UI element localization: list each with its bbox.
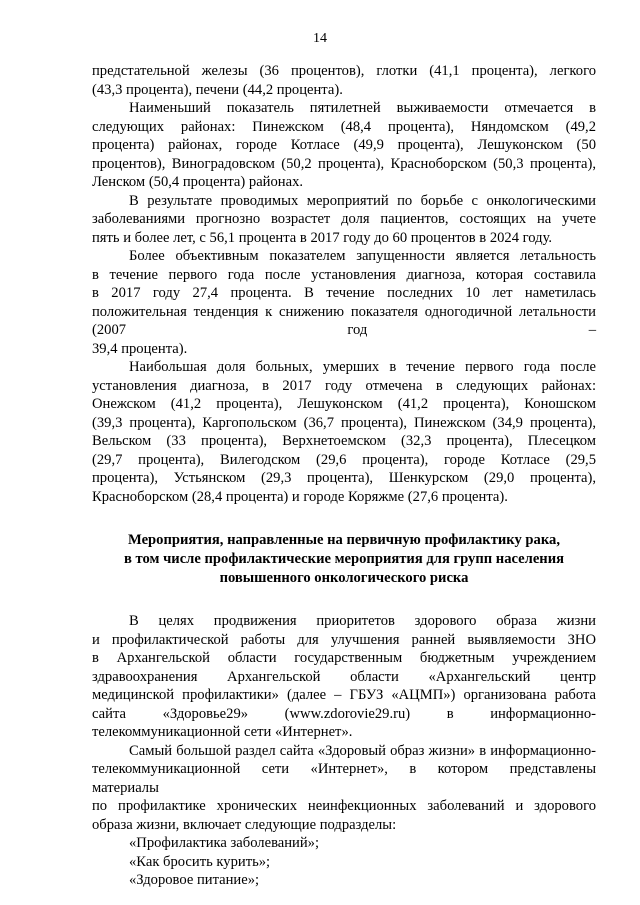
text-line: медицинской профилактики» (далее – ГБУЗ «АЦМП») организована работа <box>92 687 596 703</box>
text-line: В целях продвижения приоритетов здорового образа жизни <box>129 613 596 629</box>
text-line: процентов), Виноградовском (50,2 процента), Красноборском (50,3 процента), <box>92 155 596 172</box>
list-item: «Как бросить курить»; <box>129 853 271 870</box>
heading-line: Мероприятия, направленные на первичную профилактику рака, <box>128 532 560 548</box>
page-number: 14 <box>313 31 327 46</box>
heading-line: повышенного онкологического риска <box>219 570 469 586</box>
text-line: Онежском (41,2 процента), Лешуконском (41,2 процента), Коношском <box>92 396 596 412</box>
paragraph-4 <box>92 247 596 358</box>
text-line: в течение первого года после установления диагноза, которая составила <box>92 266 596 283</box>
text-line: Вельском (33 процента), Верхнетоемском (32,3 процента), Плесецком <box>92 433 596 449</box>
subsection-list <box>92 834 596 890</box>
text-line: телекоммуникационной сети «Интернет», в котором представлены <box>92 761 596 777</box>
text-line: Самый большой раздел сайта «Здоровый образ жизни» в информационно- <box>129 742 596 759</box>
paragraph-6 <box>92 612 596 742</box>
text-line: Наименьший показатель пятилетней выживаемости отмечается в <box>129 100 596 116</box>
text-line: процента) районах, городе Котласе (49,9 процента), Лешуконском (50 <box>92 137 596 153</box>
text-line: в Архангельской области государственным бюджетным учреждением <box>92 650 596 666</box>
text-line: по профилактике хронических неинфекционных заболеваний и здорового <box>92 798 596 814</box>
paragraph-2 <box>92 99 596 192</box>
text-line: В результате проводимых мероприятий по борьбе с онкологическими <box>129 192 596 209</box>
document-body <box>92 62 596 890</box>
text-line: следующих районах: Пинежском (48,4 процента), Няндомском (49,2 <box>92 118 596 135</box>
text-line: (39,3 процента), Каргопольском (36,7 процента), Пинежском (34,9 процента), <box>92 414 596 431</box>
text-line: Ленском (50,4 процента) районах. <box>92 174 304 190</box>
paragraph-3 <box>92 192 596 248</box>
text-line: (2007 год – <box>92 322 596 338</box>
list-item: «Здоровое питание»; <box>129 872 260 888</box>
text-line: установления диагноза, в 2017 году отмечена в следующих районах: <box>92 377 596 394</box>
text-line: Наибольшая доля больных, умерших в течение первого года после <box>129 359 596 375</box>
text-line: положительная тенденция к снижению показателя одногодичной летальности <box>92 303 596 320</box>
heading-line: в том числе профилактические мероприятия для групп населения <box>123 551 565 567</box>
text-line: здравоохранения Архангельской области «Архангельский центр <box>92 668 596 685</box>
text-line: заболеваниями прогнозно возрастет доля пациентов, состоящих на учете <box>92 211 596 227</box>
text-line: образа жизни, включает следующие подразделы: <box>92 816 397 833</box>
text-line: Красноборском (28,4 процента) и городе Коряжме (27,6 процента). <box>92 488 508 505</box>
text-line: процента), Устьянском (29,3 процента), Шенкурском (29,0 процента), <box>92 470 596 486</box>
list-item: «Профилактика заболеваний»; <box>129 835 320 851</box>
text-line: Более объективным показателем запущенности является летальность <box>129 248 596 264</box>
paragraph-5 <box>92 358 596 506</box>
section-heading <box>92 531 596 588</box>
text-line: материалы <box>92 779 159 796</box>
paragraph-1 <box>92 62 596 99</box>
text-line: и профилактической работы для улучшения ранней выявляемости ЗНО <box>92 631 596 648</box>
text-line: сайта «Здоровье29» (www.zdorovie29.ru) в информационно- <box>92 705 596 722</box>
text-line: (43,3 процента), печени (44,2 процента). <box>92 81 343 98</box>
text-line: в 2017 году 27,4 процента. В течение последних 10 лет наметилась <box>92 285 596 301</box>
text-line: (29,7 процента), Вилегодском (29,6 процента), городе Котласе (29,5 <box>92 451 596 468</box>
text-line: предстательной железы (36 процентов), глотки (41,1 процента), легкого <box>92 63 596 79</box>
paragraph-7 <box>92 742 596 835</box>
text-line: телекоммуникационной сети «Интернет». <box>92 724 353 740</box>
text-line: пять и более лет, с 56,1 процента в 2017 году до 60 процентов в 2024 году. <box>92 229 553 246</box>
text-line: 39,4 процента). <box>92 340 188 357</box>
